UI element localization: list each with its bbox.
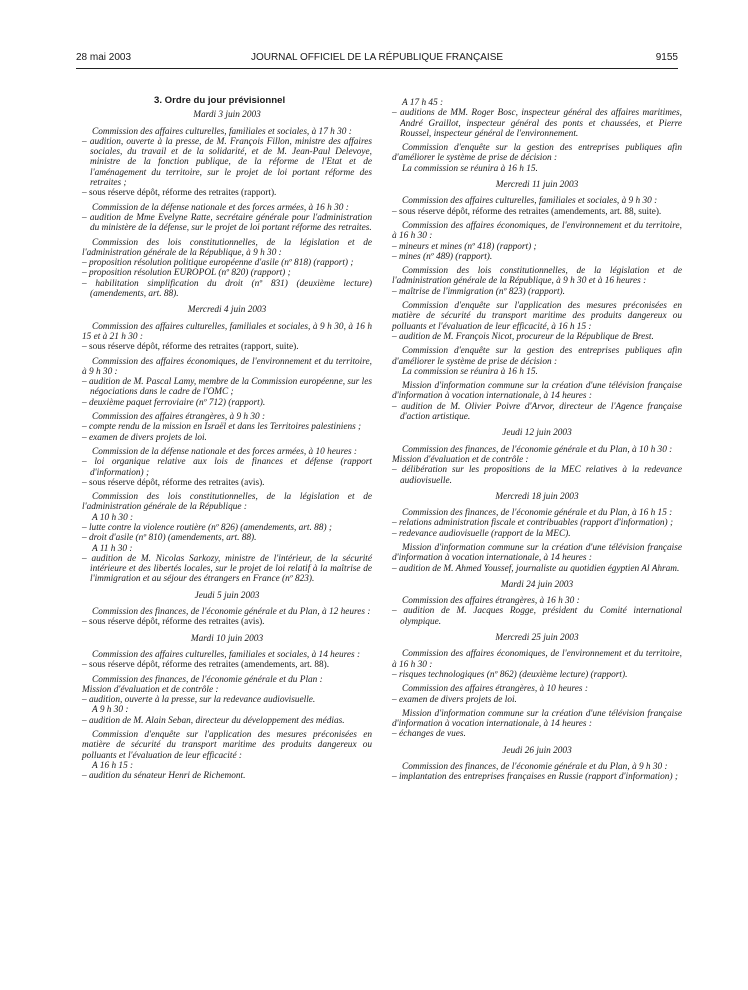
agenda-item: – sous réserve dépôt, réforme des retraites (rapport, suite). xyxy=(82,342,299,353)
meeting-note: La commission se réunira à 16 h 15. xyxy=(402,163,538,174)
time-label: A 16 h 15 : xyxy=(92,760,134,771)
header-page-number: 9155 xyxy=(655,52,678,63)
committee-heading: Commission des lois constitutionnelles, de la législation et de l'administration générale de la République, à 9 h 30 et à 16 heures : xyxy=(392,266,682,287)
sub-heading: Mission d'évaluation et de contrôle : xyxy=(82,684,219,695)
agenda-item: – examen de divers projets de loi. xyxy=(82,432,207,443)
agenda-item: – sous réserve dépôt, réforme des retraites (avis). xyxy=(82,617,265,628)
agenda-item: – relations administration fiscale et contribuables (rapport d'information) ; xyxy=(392,518,674,529)
agenda-item: – mineurs et mines (nº 418) (rapport) ; xyxy=(392,241,537,252)
header-date: 28 mai 2003 xyxy=(76,52,132,63)
agenda-item: – sous réserve dépôt, réforme des retraites (avis). xyxy=(82,477,265,488)
agenda-item: – échanges de vues. xyxy=(392,729,466,740)
committee-heading: Commission des affaires étrangères, à 9 h 30 : xyxy=(92,412,266,423)
agenda-item: – audition du sénateur Henri de Richemont. xyxy=(82,771,246,782)
agenda-item: – habilitation simplification du droit (nº 831) (deuxième lecture) (amendements, art. 88). xyxy=(82,278,372,300)
agenda-item: – audition de Mme Evelyne Ratte, secrétaire générale pour l'administration du ministère de la défense, sur le projet de loi portant réforme des retraites. xyxy=(82,212,372,234)
agenda-item: – auditions de MM. Roger Bosc, inspecteur général des affaires maritimes, André Graillot, inspecteur général des ponts et chaussées, et Pierre Roussel, inspecteur général de l'environnement. xyxy=(392,108,682,139)
committee-heading: Commission des finances, de l'économie générale et du Plan : xyxy=(92,674,323,685)
header-title: JOURNAL OFFICIEL DE LA RÉPUBLIQUE FRANÇAISE xyxy=(250,52,504,63)
agenda-item: – risques technologiques (nº 862) (deuxième lecture) (rapport). xyxy=(392,669,628,680)
date-heading: Mercredi 4 juin 2003 xyxy=(187,305,267,316)
date-heading: Jeudi 26 juin 2003 xyxy=(502,745,572,756)
agenda-item: – audition de M. Alain Seban, directeur du développement des médias. xyxy=(82,715,345,726)
agenda-item: – délibération sur les propositions de la MEC relatives à la redevance audiovisuelle. xyxy=(392,465,682,486)
date-heading: Mardi 3 juin 2003 xyxy=(193,110,261,121)
agenda-item: – audition, ouverte à la presse, de M. François Fillon, ministre des affaires sociales, du travail et de la solidarité, et de M. Jean-Paul Delevoye, ministre de la fonction publique, de la réforme de l'Etat et de l'aménagement du territoire, sur le projet de loi portant réforme des retraites ; xyxy=(82,136,372,189)
sub-heading: Mission d'évaluation et de contrôle : xyxy=(392,454,529,465)
agenda-item: – audition de M. Olivier Poivre d'Arvor, directeur de l'Agence française d'action artistique. xyxy=(392,401,682,423)
agenda-item: – droit d'asile (nº 810) (amendements, art. 88). xyxy=(82,533,257,544)
agenda-item: – audition de M. Ahmed Youssef, journaliste au quotidien égyptien Al Ahram. xyxy=(392,563,680,574)
date-heading: Mercredi 25 juin 2003 xyxy=(495,633,579,644)
agenda-item: – loi organique relative aux lois de finances et défense (rapport d'information) ; xyxy=(82,457,372,478)
committee-heading: Commission d'enquête sur l'application des mesures préconisées en matière de sécurité du transport maritime des produits dangereux ou polluants et l'évaluation de leur efficacité, à 16 h 15 : xyxy=(392,301,682,332)
committee-heading: Commission des affaires culturelles, familiales et sociales, à 9 h 30 : xyxy=(402,196,658,207)
committee-heading: Commission d'enquête sur la gestion des entreprises publiques afin d'améliorer le système de prise de décision : xyxy=(392,143,682,164)
date-heading: Mardi 24 juin 2003 xyxy=(500,579,574,590)
committee-heading: Commission des finances, de l'économie générale et du Plan, à 16 h 15 : xyxy=(402,508,673,519)
left-column xyxy=(82,96,372,782)
agenda-item: – deuxième paquet ferroviaire (nº 712) (rapport). xyxy=(82,397,266,408)
committee-heading: Commission d'enquête sur la gestion des entreprises publiques afin d'améliorer le système de prise de décision : xyxy=(392,346,682,367)
page-header xyxy=(76,52,678,66)
agenda-item: – audition, ouverte à la presse, sur la redevance audiovisuelle. xyxy=(82,695,316,706)
committee-heading: Commission des lois constitutionnelles, de la législation et de l'administration générale de la République, à 9 h 30 : xyxy=(82,237,372,258)
meeting-note: La commission se réunira à 16 h 15. xyxy=(402,366,538,377)
date-heading: Jeudi 5 juin 2003 xyxy=(194,590,260,601)
date-heading: Mardi 10 juin 2003 xyxy=(190,633,264,644)
agenda-item: – audition de M. Pascal Lamy, membre de la Commission européenne, sur les négociations dans le cadre de l'OMC ; xyxy=(82,377,372,398)
date-heading: Mercredi 18 juin 2003 xyxy=(495,491,579,502)
time-label: A 17 h 45 : xyxy=(402,98,444,108)
committee-heading: Commission des affaires économiques, de l'environnement et du territoire, à 16 h 30 : xyxy=(392,649,682,670)
committee-heading: Commission des lois constitutionnelles, de la législation et de l'administration générale de la République : xyxy=(82,492,372,513)
agenda-item: – mines (nº 489) (rapport). xyxy=(392,251,493,262)
agenda-item: – proposition résolution politique européenne d'asile (nº 818) (rapport) ; xyxy=(82,258,354,269)
committee-heading: Mission d'information commune sur la création d'une télévision française d'information à vocation internationale, à 14 heures : xyxy=(392,381,682,402)
agenda-item: – sous réserve dépôt, réforme des retraites (amendements, art. 88, suite). xyxy=(392,206,662,217)
committee-heading: Commission des affaires étrangères, à 10 heures : xyxy=(402,684,588,695)
time-label: A 9 h 30 : xyxy=(92,705,129,716)
committee-heading: Commission des affaires économiques, de l'environnement et du territoire, à 9 h 30 : xyxy=(82,356,372,377)
agenda-item: – implantation des entreprises françaises en Russie (rapport d'information) ; xyxy=(392,772,678,783)
committee-heading: Commission des affaires culturelles, familiales et sociales, à 9 h 30, à 16 h 15 et à 21 h 30 : xyxy=(82,321,372,342)
committee-heading: Mission d'information commune sur la création d'une télévision française d'information à vocation internationale, à 14 heures : xyxy=(392,708,682,730)
committee-heading: Commission des affaires culturelles, familiales et sociales, à 17 h 30 : xyxy=(92,126,352,137)
agenda-item: – sous réserve dépôt, réforme des retraites (rapport). xyxy=(82,188,277,199)
agenda-item: – lutte contre la violence routière (nº 826) (amendements, art. 88) ; xyxy=(82,522,332,533)
agenda-item: – sous réserve dépôt, réforme des retraites (amendements, art. 88). xyxy=(82,660,330,671)
committee-heading: Commission des finances, de l'économie générale et du Plan, à 10 h 30 : xyxy=(402,444,673,455)
committee-heading: Commission des affaires culturelles, familiales et sociales, à 14 heures : xyxy=(92,649,361,660)
agenda-item: – compte rendu de la mission en Israël et dans les Territoires palestiniens ; xyxy=(82,422,362,433)
agenda-item: – examen de divers projets de loi. xyxy=(392,694,517,705)
header-rule xyxy=(76,68,678,69)
committee-heading: Commission des affaires économiques, de l'environnement et du territoire, à 16 h 30 : xyxy=(392,220,682,242)
date-heading: Jeudi 12 juin 2003 xyxy=(502,428,572,439)
committee-heading: Commission de la défense nationale et des forces armées, à 16 h 30 : xyxy=(92,202,349,213)
committee-heading: Commission des finances, de l'économie générale et du Plan, à 9 h 30 : xyxy=(402,762,668,773)
date-heading: Mercredi 11 juin 2003 xyxy=(495,180,579,191)
section-title: 3. Ordre du jour prévisionnel xyxy=(154,95,286,106)
right-column xyxy=(392,98,682,783)
agenda-item: – audition de M. Nicolas Sarkozy, ministre de l'intérieur, de la sécurité intérieure et des libertés locales, sur le projet de loi relatif à la maîtrise de l'immigration et au séjour des étrangers en France (nº 823). xyxy=(82,553,372,585)
agenda-item: – maîtrise de l'immigration (nº 823) (rapport). xyxy=(392,286,565,297)
agenda-item: – proposition résolution EUROPOL (nº 820) (rapport) ; xyxy=(82,268,291,279)
committee-heading: Commission des finances, de l'économie générale et du Plan, à 12 heures : xyxy=(92,607,371,618)
committee-heading: Commission de la défense nationale et des forces armées, à 10 heures : xyxy=(92,446,358,457)
time-label: A 10 h 30 : xyxy=(92,512,134,523)
agenda-item: – audition de M. François Nicot, procureur de la République de Brest. xyxy=(392,331,654,342)
committee-heading: Mission d'information commune sur la création d'une télévision française d'information à vocation internationale, à 14 heures : xyxy=(392,542,682,564)
committee-heading: Commission d'enquête sur l'application des mesures préconisées en matière de sécurité du transport maritime des produits dangereux ou polluants et l'évaluation de leur efficacité : xyxy=(82,730,372,761)
time-label: A 11 h 30 : xyxy=(92,543,133,554)
agenda-item: – redevance audiovisuelle (rapport de la MEC). xyxy=(392,528,571,539)
agenda-item: – audition de M. Jacques Rogge, président du Comité international olympique. xyxy=(392,606,682,627)
committee-heading: Commission des affaires étrangères, à 16 h 30 : xyxy=(402,596,580,607)
